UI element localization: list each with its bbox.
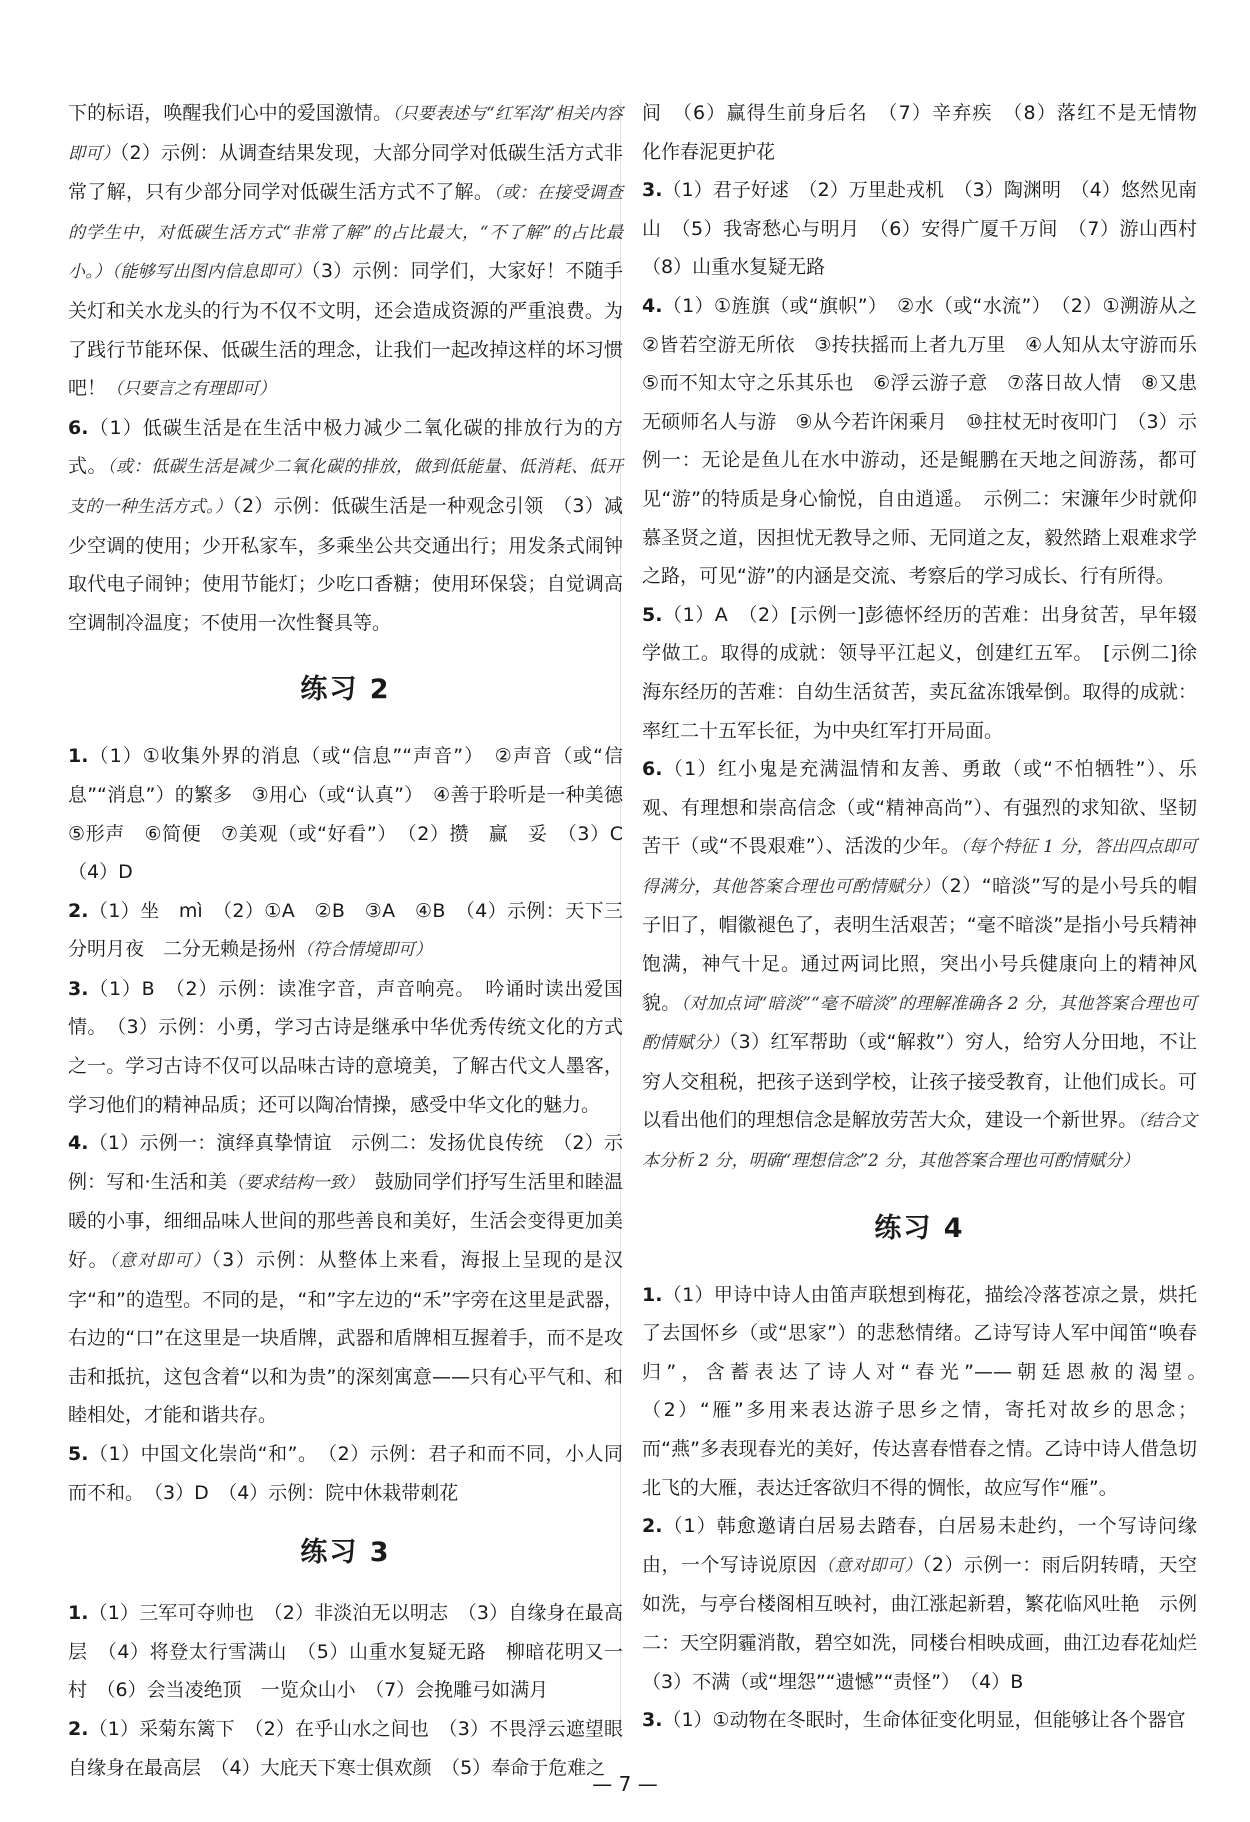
answer-1 [642,1276,1217,1508]
answer-text: （1）低碳生活是在生活中极力减少二氧化碳的排放行为的方式。 [68,416,623,478]
grading-note: （符合情境即可） [296,940,433,961]
answer-text: （1）B （2）示例：读准字音，声音响亮。 吟诵时读出爱国情。 （3）示例：小勇，学习古诗是继承中华优秀传统文化的方式之一。学习古诗不仅可以品味古诗的意境美，了解古代文人墨客，学习他们的精神品质；还可以陶冶情操，感受中华文化的魅力。 [68,977,623,1116]
grading-note: （意对即可） [817,1555,922,1576]
answer-2 [68,892,623,970]
answer-text: 鼓励同学们抒写生活里和睦温暖的小事，细细品味人世间的那些善良和美好，生活会变得更加美好。 [68,1170,623,1272]
answer-text: （1）A （2）[示例一]彭德怀经历的苦难：出身贫苦，早年辍学做工。取得的成就：领导平江起义，创建红五军。 [示例二]徐海东经历的苦难：自幼生活贫苦，卖瓦盆冻饿晕倒。取得的成就：率红二十五军长征，为中央红军打开局面。 [642,603,1197,742]
question-number: 1. [68,745,89,768]
answer-text: （3）示例：同学们，大家好！不随手关灯和关水龙头的行为不仅不文明，还会造成资源的严重浪费。为了践行节能环保、低碳生活的理念，让我们一起改掉这样的坏习惯吧！ [68,260,624,400]
answer-text: （1）甲诗中诗人由笛声联想到梅花，描绘冷落苍凉之景，烘托了去国怀乡（或“思家”）的悲愁情绪。乙诗写诗人军中闻笛“唤春归”，含蓄表达了诗人对“春光”——朝廷恩赦的渴望。 （2）“雁”多用来表达游子思乡之情，寄托对故乡的思念；而“燕”多表现春光的美好，传达喜春惜春之情。乙诗中诗人借急切北飞的大雁，表达迁客欲归不得的惆怅，故应写作“雁”。 [642,1283,1217,1499]
page-number: — 7 — [592,1772,658,1796]
answer-text: （1）坐 mì （2）①A ②B ③A ④B （4）示例：天下三分明月夜 二分无赖是扬州 [68,899,623,961]
grading-note: （结合文本分析 2 分，明确“理想信念”2 分，其他答案合理也可酌情赋分） [642,1111,1197,1172]
answer-text: （2）示例：从调查结果发现，大部分同学对低碳生活方式非常了解，只有少部分同学对低碳生活方式不了解。 [68,141,624,204]
grading-note: （只要言之有理即可） [106,379,277,400]
answer-text: （3）示例：从整体上来看，海报上呈现的是汉字“和”的造型。不同的是，“和”字左边的“禾”字旁在这里是武器，右边的“口”在这里是一块盾牌，武器和盾牌相互握着手，而不是攻击和抵抗，这包含着“以和为贵”的深刻寓意——只有心平气和、和睦相处，才能和谐共存。 [68,1249,623,1427]
answer-text: 间 （6）赢得生前身后名 （7）辛弃疾 （8）落红不是无情物 化作春泥更护花 [642,102,1217,163]
question-number: 6. [642,758,663,781]
answer-text: 下的标语，唤醒我们心中的爱国激情。 [68,102,393,124]
paragraph [642,94,1217,171]
question-number: 2. [642,1515,663,1538]
answer-text: （1）①收集外界的消息（或“信息”“声音”） ②声音（或“信息”“消息”）的繁多 ③用心（或“认真”） ④善于聆听是一种美德 ⑤形声 ⑥简便 ⑦美观（或“好看”） （2）攒 赢 妥 （3）C （4）D [68,745,643,884]
question-number: 5. [642,603,663,626]
answer-text: （1）示例一：演绎真挚情谊 示例二：发扬优良传统 （2）示例：写和·生活和美 [68,1132,623,1193]
grading-note: （或：低碳生活是减少二氧化碳的排放，做到低能量、低消耗、低开支的一种生活方式。） [68,457,623,517]
question-number: 3. [642,179,663,202]
answer-6 [642,750,1197,1181]
answer-text: （1）韩愈邀请白居易去踏春，白居易未赴约，一个写诗问缘由，一个写诗说原因 [642,1515,1197,1576]
right-column [642,94,1217,1740]
answer-text: （1）采菊东篱下 （2）在乎山水之间也 （3）不畏浮云遮望眼 自缘身在最高层 （4）大庇天下寒士俱欢颜 （5）奉命于危难之 [68,1717,643,1779]
left-column [68,94,643,1787]
question-number: 5. [68,1443,89,1465]
section-heading-exercise-3: 练习 3 [300,1537,391,1569]
question-number: 1. [68,1602,89,1625]
answer-1 [68,1594,623,1710]
question-number: 1. [642,1283,663,1306]
answer-text: （1）①动物在冬眠时，生命体征变化明显，但能够让各个器官 [662,1709,1186,1732]
question-number: 3. [68,977,89,1000]
question-number: 2. [68,899,89,922]
grading-note: （要求结构一致） [227,1172,356,1193]
answer-4 [68,1124,623,1435]
grading-note: （只要表述与“红军沟”相关内容即可） [68,104,623,164]
answer-6 [68,409,623,643]
question-number: 6. [68,416,89,439]
grading-note: （每个特征 1 分，答出四点即可得满分，其他答案合理也可酌情赋分） [642,837,1198,897]
grading-note: （意对即可） [108,1251,212,1272]
answer-text: （2）示例：低碳生活是一种观念引领 （3）减少空调的使用；少开私家车，多乘坐公共交通出行；用发条式闹钟取代电子闹钟；使用节能灯；少吃口香糖；使用环保袋；自觉调高空调制冷温度；不使用一次性餐具等。 [68,494,623,634]
answer-text: （1）三军可夺帅也 （2）非淡泊无以明志 （3）自缘身在最高层 （4）将登太行雪满山 （5）山重水复疑无路 柳暗花明又一村 （6）会当凌绝顶 一览众山小 （7）会挽雕弓如满月 [68,1602,623,1702]
answer-text: （1）君子好逑 （2）万里赴戎机 （3）陶渊明 （4）悠然见南山 （5）我寄愁心与明月 （6）安得广厦千万间 （7）游山西村 （8）山重水复疑无路 [642,179,1217,279]
paragraph [68,94,623,409]
answer-text: （2）示例一：雨后阴转晴，天空如洗，与亭台楼阁相互映衬，曲江涨起新碧，繁花临风吐艳 示例二：天空阴霾消散，碧空如洗，同楼台相映成画，曲江边春花灿烂 （3）不满（或“埋怨”“遗憾”“责怪”） （4）B [642,1553,1217,1693]
answer-3 [642,1701,1197,1740]
question-number: 2. [68,1717,89,1740]
section-heading-exercise-2: 练习 2 [300,674,391,706]
answer-1 [68,737,643,891]
question-number: 3. [642,1709,663,1732]
section-heading-exercise-4: 练习 4 [874,1212,965,1244]
grading-note: （对加点词“暗淡”“毫不暗淡”的理解准确各 2 分，其他答案合理也可酌情赋分） [642,993,1197,1054]
answer-text: （1）红小鬼是充满温情和友善、勇敢（或“不怕牺牲”）、乐观、有理想和崇高信念（或“精神高尚”）、有强烈的求知欲、坚韧苦干（或“不畏艰难”）、活泼的少年。 [642,758,1197,858]
answer-5 [68,1435,623,1512]
answer-5 [642,596,1197,750]
question-number: 4. [642,294,663,317]
question-number: 4. [68,1132,89,1155]
answer-text: （2）“暗淡”写的是小号兵的帽子旧了，帽徽褪色了，表明生活艰苦；“毫不暗淡”是指小号兵精神饱满，神气十足。通过两词比照，突出小号兵健康向上的精神风貌。 [642,874,1197,1014]
answer-3 [642,171,1217,287]
answer-text: （3）红军帮助（或“解救”）穷人，给穷人分田地，不让穷人交租税，把孩子送到学校，让孩子接受教育，让他们成长。可以看出他们的理想信念是解放劳苦大众，建设一个新世界。 [642,1031,1198,1132]
answer-4 [642,287,1217,596]
answer-text: （1）①旌旗（或“旗帜”） ②水（或“水流”） （2）①溯游从之 ②皆若空游无所依 ③抟扶摇而上者九万里 ④人知从太守游而乐 ⑤而不知太守之乐其乐也 ⑥浮云游子意 ⑦落日故人情 ⑧又患无硕师名人与游 ⑨从今若许闲乘月 ⑩拄杖无时夜叩门 （3）示例一：无论是鱼儿在水中游动，还是鲲鹏在天地之间游荡，都可见“游”的特质是身心愉悦，自由逍遥。 示例二：宋濂年少时就仰慕圣贤之道，因担忧无教导之师、无同道之友，毅然踏上艰难求学之路，可见“游”的内涵是交流、考察后的学习成长、行有所得。 [642,294,1217,588]
grading-note: （或：在接受调查的学生中，对低碳生活方式“非常了解”的占比最大，“不了解”的占比最小。）（能够写出图内信息即可） [68,183,623,283]
answer-3 [68,970,623,1124]
answer-2 [642,1507,1217,1701]
answer-text: （1）中国文化崇尚“和”。 （2）示例：君子和而不同，小人同而不和。 （3）D （4）示例：院中休栽带刺花 [68,1443,623,1504]
